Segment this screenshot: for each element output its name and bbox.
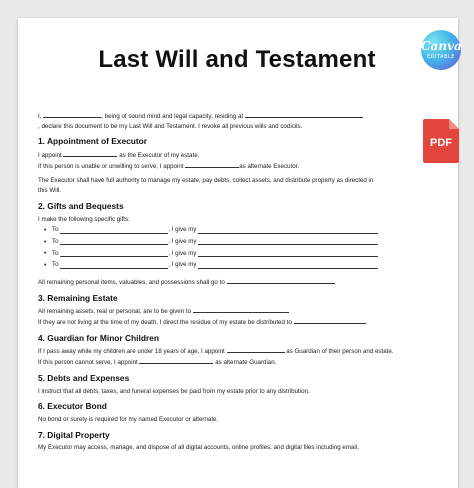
alternate-guardian-line — [38, 358, 430, 368]
bullet-icon: • — [44, 227, 47, 235]
gift-recipient-blank[interactable] — [60, 263, 168, 269]
intro-line-1 — [38, 112, 430, 122]
gift-row — [44, 250, 430, 259]
section-heading-debts: 5. Debts and Expenses — [38, 372, 130, 383]
guardian-line — [38, 347, 430, 357]
contingent-text: If they are not living at the time of my death, I direct the residue of my estate be distributed to — [38, 319, 292, 327]
executor-authority-line-2: this Will. — [38, 187, 62, 195]
bond-line: No bond or surety is required for my named Executor or alternate. — [38, 416, 219, 424]
debts-line: I instruct that all debts, taxes, and funeral expenses be paid from my estate prior to any distribution. — [38, 387, 310, 395]
gift-give-label: , I give my — [168, 261, 197, 269]
intro-text-residing: , being of sound mind and legal capacity, residing at — [101, 113, 244, 120]
guardian-text-b: as Guardian of their person and estate. — [286, 348, 394, 356]
gift-row — [44, 261, 430, 270]
gift-give-label: , I give my — [168, 237, 197, 245]
gift-to-label: To — [52, 261, 59, 269]
section-heading-gifts: 2. Gifts and Bequests — [38, 200, 124, 211]
residuary-beneficiary-blank[interactable] — [193, 307, 289, 313]
contingent-line — [38, 318, 430, 328]
canva-editable-label: EDITABLE — [427, 54, 455, 60]
gift-recipient-blank[interactable] — [60, 239, 168, 245]
alt-executor-text-b: as alternate Executor. — [239, 162, 300, 170]
canva-logo-text: Canva — [421, 39, 462, 53]
address-blank[interactable] — [245, 112, 363, 118]
section-heading-remaining-estate: 3. Remaining Estate — [38, 292, 118, 303]
executor-text-b: as the Executor of my estate. — [119, 152, 200, 160]
executor-line — [38, 151, 430, 161]
name-blank[interactable] — [43, 112, 101, 118]
alt-executor-text-a: If this person is unable or unwilling to serve, I appoint — [38, 162, 184, 170]
executor-authority-line-1: The Executor shall have full authority to manage my estate, pay debts, collect assets, and distribute property as directed in — [38, 177, 374, 185]
remaining-items-line — [38, 278, 430, 288]
canva-editable-badge — [421, 30, 461, 70]
gift-give-label: , I give my — [168, 249, 197, 257]
residuary-text: All remaining assets, real or personal, are to be given to — [38, 308, 192, 316]
section-heading-guardian: 4. Guardian for Minor Children — [38, 332, 159, 343]
intro-text-i: I, — [38, 113, 42, 120]
section-heading-executor: 1. Appointment of Executor — [38, 136, 148, 147]
section-heading-digital-property: 7. Digital Property — [38, 429, 110, 440]
gift-item-blank[interactable] — [198, 251, 378, 257]
gift-row — [44, 238, 430, 247]
executor-name-blank[interactable] — [63, 151, 117, 157]
contingent-beneficiary-blank[interactable] — [294, 318, 366, 324]
digital-property-line: My Executor may access, manage, and dispose of all digital accounts, online profiles, and digital files including email, — [38, 444, 359, 452]
gift-item-blank[interactable] — [198, 228, 378, 234]
gift-recipient-blank[interactable] — [60, 228, 168, 234]
guardian-text-a: If I pass away while my children are under 18 years of age, I appoint — [38, 348, 225, 356]
alt-guardian-text-b: as alternate Guardian. — [215, 359, 277, 367]
gift-give-label: , I give my — [168, 226, 197, 234]
gift-to-label: To — [52, 249, 59, 257]
gift-to-label: To — [52, 237, 59, 245]
remaining-items-blank[interactable] — [227, 278, 335, 284]
alternate-executor-blank[interactable] — [185, 162, 239, 168]
gift-to-label: To — [52, 226, 59, 234]
gift-recipient-blank[interactable] — [60, 251, 168, 257]
gift-row — [44, 226, 430, 235]
section-heading-executor-bond: 6. Executor Bond — [38, 401, 107, 412]
will-body — [38, 112, 430, 454]
guardian-name-blank[interactable] — [227, 347, 285, 353]
alternate-guardian-blank[interactable] — [139, 358, 213, 364]
bullet-icon: • — [44, 250, 47, 258]
remaining-items-text: All remaining personal items, valuables, and possessions shall go to — [38, 278, 225, 286]
document-title: Last Will and Testament — [98, 46, 376, 73]
bullet-icon: • — [44, 262, 47, 270]
alternate-executor-line — [38, 162, 430, 172]
gift-item-blank[interactable] — [198, 263, 378, 269]
pdf-label: PDF — [430, 137, 452, 149]
executor-text-a: I appoint — [38, 152, 62, 160]
gift-item-blank[interactable] — [198, 239, 378, 245]
residuary-line — [38, 307, 430, 317]
alt-guardian-text-a: If this person cannot serve, I appoint — [38, 359, 138, 367]
gifts-intro: I make the following specific gifts: — [38, 215, 130, 223]
intro-line-2: , declare this document to be my Last Will and Testament. I revoke all previous wills and codicils. — [38, 122, 303, 130]
bullet-icon: • — [44, 238, 47, 246]
